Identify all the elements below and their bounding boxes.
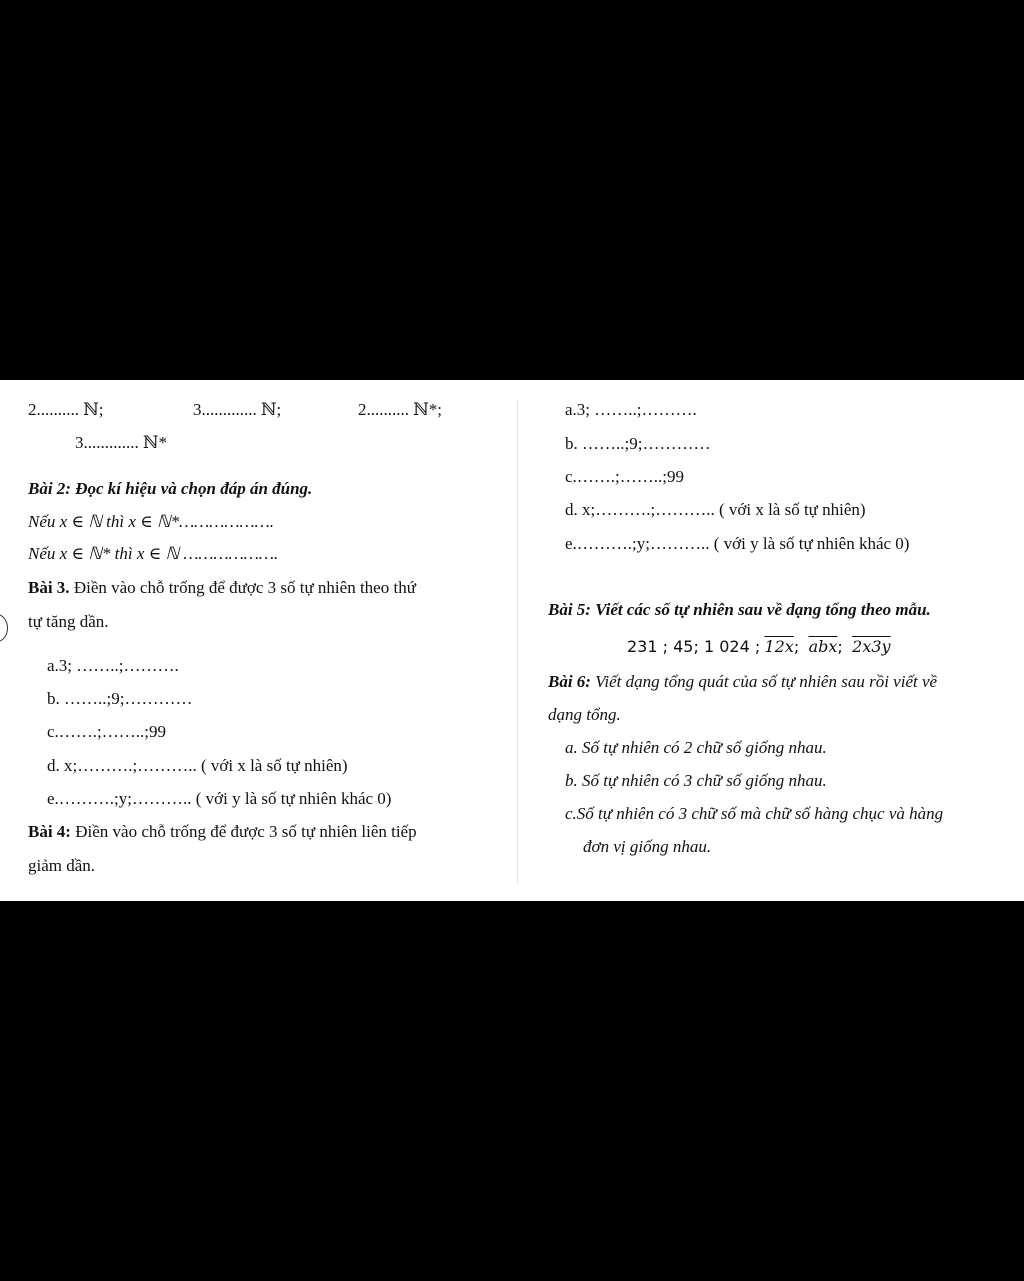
right-item-d: d. x;……….;……….. ( với x là số tự nhiên): [565, 500, 866, 519]
bai5-numbers: 231 ; 45; 1 024 ;: [627, 637, 761, 656]
overline-number-1: 12x: [764, 637, 794, 656]
bai6-title-cont: dạng tổng.: [548, 705, 621, 724]
overline-number-3: 2x3y: [852, 637, 891, 656]
blank-item-1: 2.......... ℕ;: [28, 400, 104, 419]
bai2-title: Bài 2: Đọc kí hiệu và chọn đáp án đúng.: [28, 479, 313, 498]
bai2-line-2: Nếu x ∈ ℕ* thì x ∈ ℕ ……………….: [28, 544, 279, 563]
bai6-item-a: a. Số tự nhiên có 2 chữ số giống nhau.: [565, 738, 827, 757]
document-page: [0, 380, 1024, 901]
right-item-a: a.3; ……..;……….: [565, 400, 697, 419]
bai3-title-cont: tự tăng dần.: [28, 612, 109, 631]
bai6-text: Viết dạng tổng quát của số tự nhiên sau rồi viết về: [590, 672, 938, 691]
bai4-title-cont: giảm dần.: [28, 856, 96, 875]
bai3-title: [28, 578, 416, 598]
page-edge-curl: [0, 614, 8, 642]
bai6-item-c: c.Số tự nhiên có 3 chữ số mà chữ số hàng chục và hàng: [565, 804, 944, 823]
bai4-title: [28, 822, 417, 842]
bai5-examples: 231 ; 45; 1 024 ; 12x; $\overline{abx}$; 2x3y: [627, 637, 891, 656]
blank-item-2: 3............. ℕ;: [193, 400, 282, 419]
bai3-item-e: e.……….;y;……….. ( với y là số tự nhiên khác 0): [47, 789, 392, 808]
bai3-item-a: a.3; ……..;……….: [47, 656, 179, 675]
right-item-e: e.……….;y;……….. ( với y là số tự nhiên khác 0): [565, 534, 910, 553]
blank-item-4: 3............. ℕ*: [75, 433, 168, 452]
bai3-item-b: b. ……..;9;…………: [47, 689, 193, 708]
bai6-label: Bài 6:: [548, 672, 591, 691]
bai3-item-d: d. x;……….;……….. ( với x là số tự nhiên): [47, 756, 348, 775]
right-item-c: c.…….;……..;99: [565, 467, 684, 486]
bai3-label: Bài 3.: [28, 578, 70, 597]
bai4-label: Bài 4:: [28, 822, 71, 841]
bai6-item-c-cont: đơn vị giống nhau.: [583, 837, 712, 856]
bai2-line-1: Nếu x ∈ ℕ thì x ∈ ℕ*……………….: [28, 512, 275, 531]
column-divider: [517, 400, 518, 884]
bai6-item-b: b. Số tự nhiên có 3 chữ số giống nhau.: [565, 771, 827, 790]
blank-item-3: 2.......... ℕ*;: [358, 400, 443, 419]
overline-number-2: $\overline{abx}$: [808, 637, 838, 656]
bai5-title: Bài 5: Viết các số tự nhiên sau về dạng tổng theo mẫu.: [548, 600, 931, 619]
bai4-text: Điền vào chỗ trống để được 3 số tự nhiên liên tiếp: [70, 822, 417, 841]
right-item-b: b. ……..;9;…………: [565, 434, 711, 453]
bai6-title: [548, 672, 937, 692]
bai3-item-c: c.…….;……..;99: [47, 722, 166, 741]
bai3-text: Điền vào chỗ trống để được 3 số tự nhiên theo thứ: [69, 578, 416, 597]
